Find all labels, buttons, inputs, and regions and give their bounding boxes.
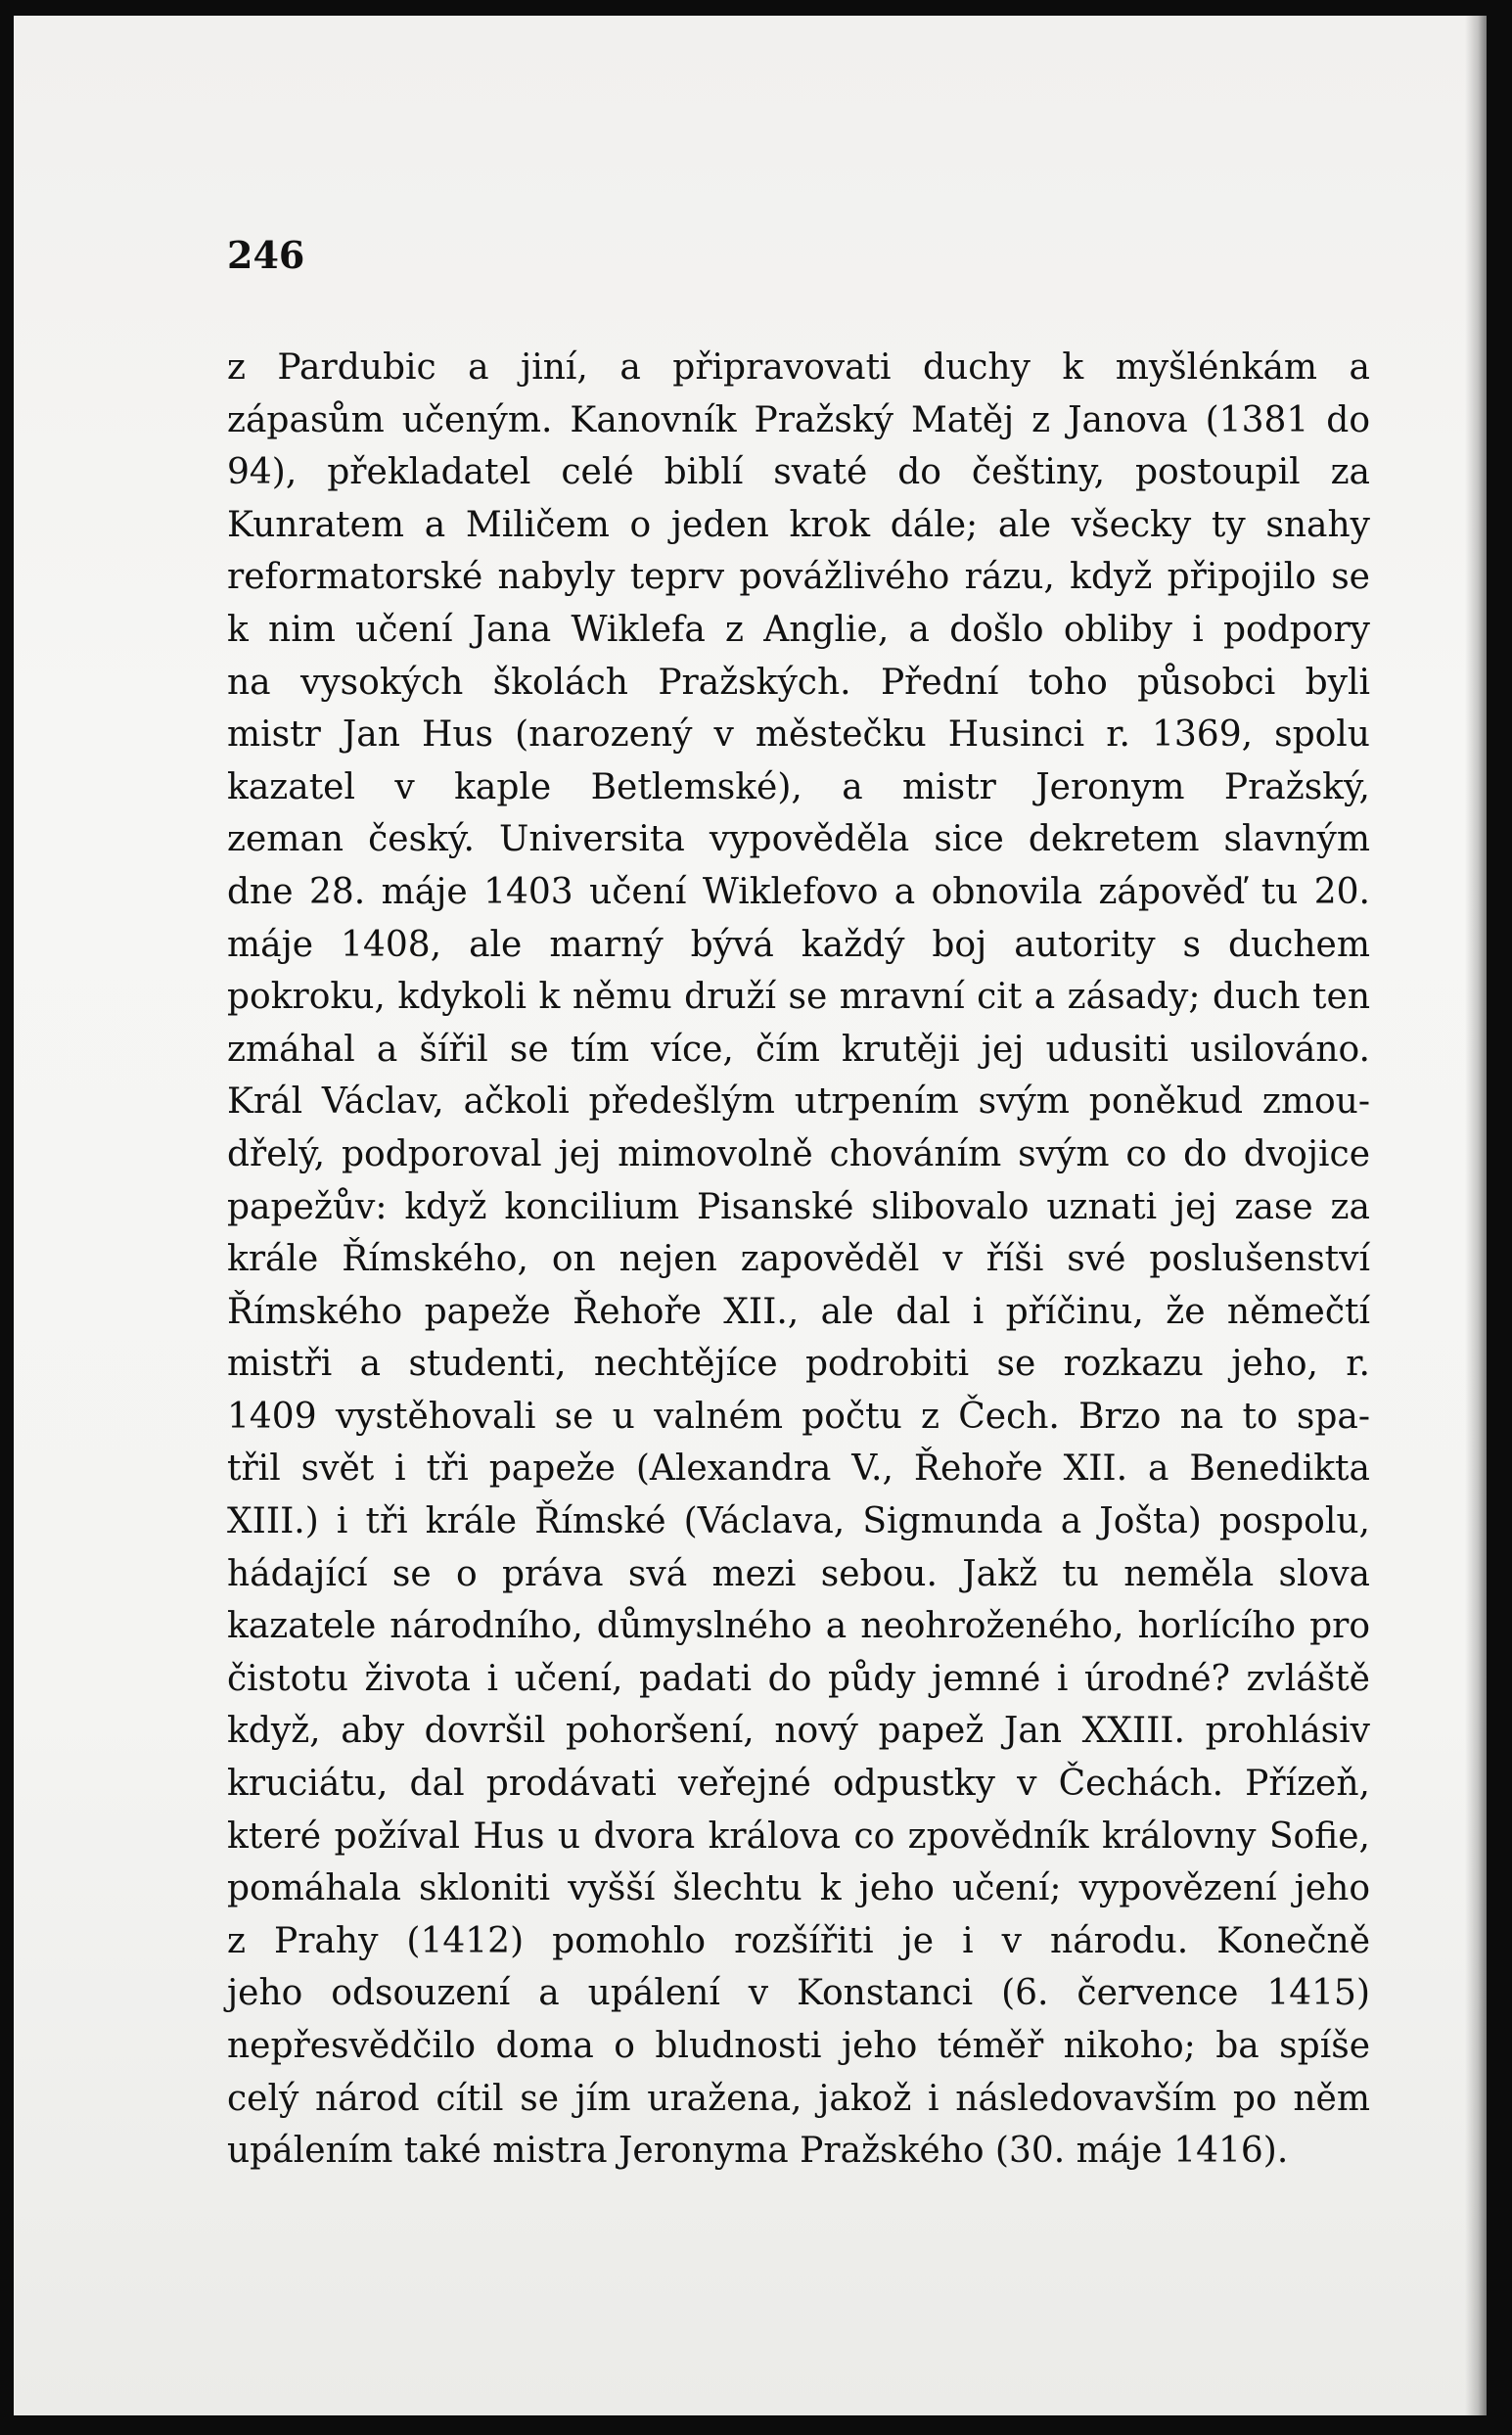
text-line: kazatele národního, důmyslného a neohroženého, horlícího pro — [227, 1606, 1370, 1647]
book-page — [14, 16, 1487, 2415]
text-line: 94), překladatel celé biblí svaté do češtiny, postoupil za — [227, 452, 1370, 493]
text-line: dřelý, podporoval jej mimovolně chováním svým co do dvojice — [227, 1133, 1370, 1174]
text-line: čistotu života i učení, padati do půdy jemné i úrodné? zvláště — [227, 1658, 1370, 1699]
text-line: mistři a studenti, nechtějíce podrobiti se rozkazu jeho, r. — [227, 1344, 1370, 1385]
body-text — [227, 342, 1370, 2178]
text-line: když, aby dovršil pohoršení, nový papež Jan XXIII. prohlásiv — [227, 1711, 1370, 1752]
text-line: jeho odsouzení a upálení v Konstanci (6. července 1415) — [227, 1973, 1370, 2014]
text-line: na vysokých školách Pražských. Přední toho působci byli — [227, 662, 1370, 703]
text-line: kazatel v kaple Betlemské), a mistr Jeronym Pražský, — [227, 766, 1370, 807]
text-line: z Prahy (1412) pomohlo rozšířiti je i v národu. Konečně — [227, 1920, 1370, 1961]
text-line: Kunratem a Miličem o jeden krok dále; ale všecky ty snahy — [227, 504, 1370, 545]
text-line: které požíval Hus u dvora králova co zpovědník královny Sofie, — [227, 1815, 1370, 1857]
text-line: zeman český. Universita vypověděla sice dekretem slavným — [227, 819, 1370, 860]
text-line: z Pardubic a jiní, a připravovati duchy k myšlénkám a — [227, 347, 1370, 388]
text-line: hádající se o práva svá mezi sebou. Jakž tu neměla slova — [227, 1553, 1370, 1594]
text-line: zápasům učeným. Kanovník Pražský Matěj z Janova (1381 do — [227, 399, 1370, 440]
text-line: 1409 vystěhovali se u valném počtu z Čech. Brzo na to spa- — [227, 1396, 1370, 1437]
text-line: pokroku, kdykoli k němu druží se mravní cit a zásady; duch ten — [227, 977, 1370, 1018]
text-line: mistr Jan Hus (narozený v městečku Husinci r. 1369, spolu — [227, 714, 1370, 756]
page-number: 246 — [227, 233, 305, 277]
text-line: máje 1408, ale marný bývá každý boj autority s duchem — [227, 924, 1370, 965]
text-line: pomáhala skloniti vyšší šlechtu k jeho učení; vypovězení jeho — [227, 1868, 1370, 1909]
page-edge-shadow — [1465, 16, 1487, 2415]
text-line: XIII.) i tři krále Římské (Václava, Sigmunda a Jošta) pospolu, — [227, 1501, 1370, 1542]
text-line: k nim učení Jana Wiklefa z Anglie, a došlo obliby i podpory — [227, 609, 1370, 650]
text-line: kruciátu, dal prodávati veřejné odpustky v Čechách. Přízeň, — [227, 1764, 1370, 1805]
text-line: nepřesvědčilo doma o bludnosti jeho téměř nikoho; ba spíše — [227, 2026, 1370, 2066]
text-line: dne 28. máje 1403 učení Wiklefovo a obnovila zápověď tu 20. — [227, 871, 1370, 912]
text-line: upálením také mistra Jeronyma Pražského (30. máje 1416). — [227, 2131, 1289, 2172]
text-line: třil svět i tři papeže (Alexandra V., Řehoře XII. a Benedikta — [227, 1448, 1370, 1490]
text-line: Král Václav, ačkoli předešlým utrpením svým poněkud zmou- — [227, 1081, 1370, 1123]
text-line: zmáhal a šířil se tím více, čím krutěji jej udusiti usilováno. — [227, 1029, 1370, 1070]
text-line: krále Římského, on nejen zapověděl v říši své poslušenství — [227, 1239, 1370, 1280]
text-line: celý národ cítil se jím uražena, jakož i následovavším po něm — [227, 2078, 1370, 2119]
text-line: reformatorské nabyly teprv povážlivého rázu, když připojilo se — [227, 557, 1370, 598]
text-line: papežův: když koncilium Pisanské slibovalo uznati jej zase za — [227, 1186, 1370, 1227]
text-line: Římského papeže Řehoře XII., ale dal i příčinu, že němečtí — [227, 1291, 1370, 1332]
